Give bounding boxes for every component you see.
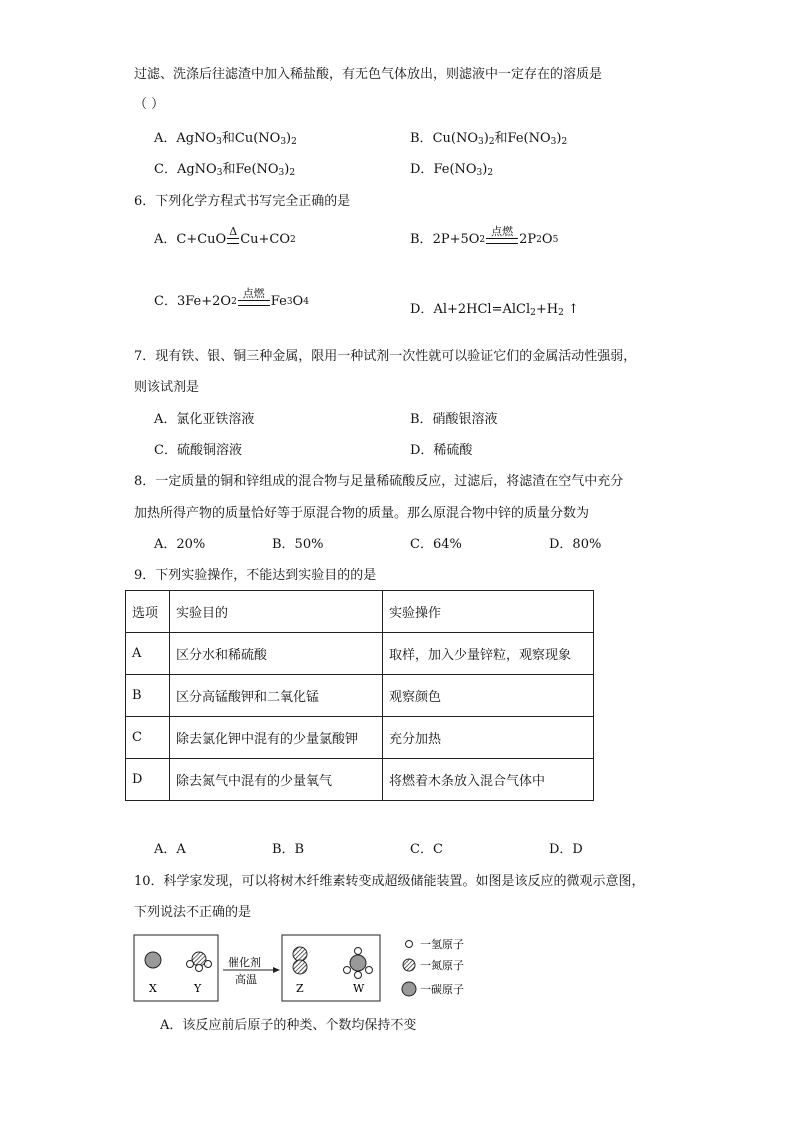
reaction-micro-diagram — [133, 934, 483, 1004]
table-row — [126, 717, 594, 759]
hydrogen-atom — [355, 972, 362, 979]
q6-option-c[interactable]: C． 3Fe+2O 2 点燃 Fe 3 O 4 — [154, 287, 309, 309]
q6-option-a[interactable]: A． C+CuO Δ Cu+CO 2 — [154, 225, 296, 247]
hydrogen-atom — [355, 948, 362, 955]
nitrogen-atom-z — [293, 960, 307, 974]
q5-option-b[interactable]: B．$Cu(NO_3)_2$和$Fe(NO_3)_2$ — [410, 131, 568, 147]
hydrogen-atom — [205, 961, 212, 968]
q8-stem-line1: 8．一定质量的铜和锌组成的混合物与足量稀硫酸反应，过滤后，将滤渣在空气中充分 — [134, 474, 624, 489]
q7-option-d[interactable]: D．稀硫酸 — [410, 443, 473, 458]
nitrogen-atom-y — [192, 952, 206, 966]
label-y: Y — [194, 982, 202, 995]
hydrogen-atom — [366, 967, 373, 974]
label-x: X — [149, 982, 157, 995]
carbon-atom-w — [350, 955, 366, 971]
q8-option-d[interactable]: D．80% — [549, 537, 602, 552]
reactant-box — [134, 935, 218, 1001]
q8-option-a[interactable]: A．20% — [154, 537, 206, 552]
q10-option-a[interactable]: A．该反应前后原子的种类、个数均保持不变 — [160, 1018, 417, 1033]
arrow-head-icon — [273, 967, 280, 973]
q7-stem-line1: 7．现有铁、银、铜三种金属，限用一种试剂一次性就可以验证它们的金属活动性强弱， — [134, 349, 637, 364]
catalyst-label: 催化剂 — [228, 956, 261, 969]
table-cell: 充分加热 — [383, 717, 594, 759]
hydrogen-atom — [344, 967, 351, 974]
q9-option-a[interactable]: A．A — [154, 842, 186, 857]
table-row — [126, 759, 594, 801]
legend-carbon: 一碳原子 — [420, 983, 464, 996]
table-cell: 将燃着木条放入混合气体中 — [383, 759, 594, 801]
table-row — [126, 633, 594, 675]
nitrogen-legend-icon — [403, 959, 415, 971]
table-header-cell: 实验操作 — [383, 591, 594, 633]
hydrogen-legend-icon — [406, 941, 413, 948]
q6-option-d[interactable]: D．$Al+2HCl=AlCl_2+H_2$ ↑ — [410, 302, 579, 318]
q9-option-d[interactable]: D．D — [549, 842, 583, 857]
q8-option-b[interactable]: B．50% — [272, 537, 324, 552]
q10-stem-line1: 10．科学家发现，可以将树木纤维素转变成超级储能装置。如图是该反应的微观示意图， — [134, 874, 645, 889]
table-header-row — [126, 591, 594, 633]
nitrogen-atom-z — [293, 947, 307, 961]
table-cell: A — [126, 633, 170, 675]
q9-table — [125, 590, 594, 801]
q5-option-a[interactable]: A．AgNO$_3$和$Cu(NO_3)_2$ — [154, 131, 297, 147]
q8-stem-line2: 加热所得产物的质量恰好等于原混合物的质量。那么原混合物中锌的质量分数为 — [134, 506, 590, 521]
q7-option-b[interactable]: B．硝酸银溶液 — [410, 412, 498, 427]
q7-option-a[interactable]: A．氯化亚铁溶液 — [154, 412, 255, 427]
q7-stem-line2: 则该试剂是 — [134, 380, 200, 395]
condition-label: 高温 — [235, 973, 257, 986]
carbon-atom-x — [145, 952, 161, 968]
hydrogen-atom — [196, 965, 203, 972]
table-cell: 除去氯化钾中混有的少量氯酸钾 — [170, 717, 383, 759]
q5-option-d[interactable]: D．$Fe(NO_3)_2$ — [410, 162, 494, 178]
q6-option-b[interactable]: B． 2P+5O 2 点燃 2P 2 O 5 — [410, 225, 559, 247]
q5-stem-line1: 过滤、洗涤后往滤渣中加入稀盐酸，有无色气体放出，则滤液中一定存在的溶质是 — [134, 67, 603, 82]
table-cell: C — [126, 717, 170, 759]
label-z: Z — [296, 982, 304, 995]
q6-stem: 6．下列化学方程式书写完全正确的是 — [134, 194, 351, 209]
q5-stem-line2: （ ） — [134, 97, 165, 112]
table-header-cell: 实验目的 — [170, 591, 383, 633]
table-row — [126, 675, 594, 717]
legend-nitrogen: 一氮原子 — [420, 959, 464, 972]
table-cell: 取样，加入少量锌粒，观察现象 — [383, 633, 594, 675]
table-cell: 观察颜色 — [383, 675, 594, 717]
carbon-legend-icon — [402, 982, 416, 996]
hydrogen-atom — [187, 961, 194, 968]
q9-option-b[interactable]: B．B — [272, 842, 305, 857]
q7-option-c[interactable]: C．硫酸铜溶液 — [154, 443, 242, 458]
q10-stem-line2: 下列说法不正确的是 — [134, 905, 252, 920]
q9-option-c[interactable]: C．C — [410, 842, 443, 857]
q8-option-c[interactable]: C．64% — [410, 537, 462, 552]
table-cell: 区分高锰酸钾和二氧化锰 — [170, 675, 383, 717]
q9-stem: 9．下列实验操作，不能达到实验目的的是 — [134, 568, 377, 583]
q5-option-c[interactable]: C．AgNO$_3$和$Fe(NO_3)_2$ — [154, 162, 296, 178]
table-cell: 除去氮气中混有的少量氧气 — [170, 759, 383, 801]
table-header-cell: 选项 — [126, 591, 170, 633]
label-w: W — [353, 982, 365, 995]
table-cell: B — [126, 675, 170, 717]
table-cell: D — [126, 759, 170, 801]
legend-hydrogen: 一氢原子 — [420, 938, 464, 951]
table-cell: 区分水和稀硫酸 — [170, 633, 383, 675]
